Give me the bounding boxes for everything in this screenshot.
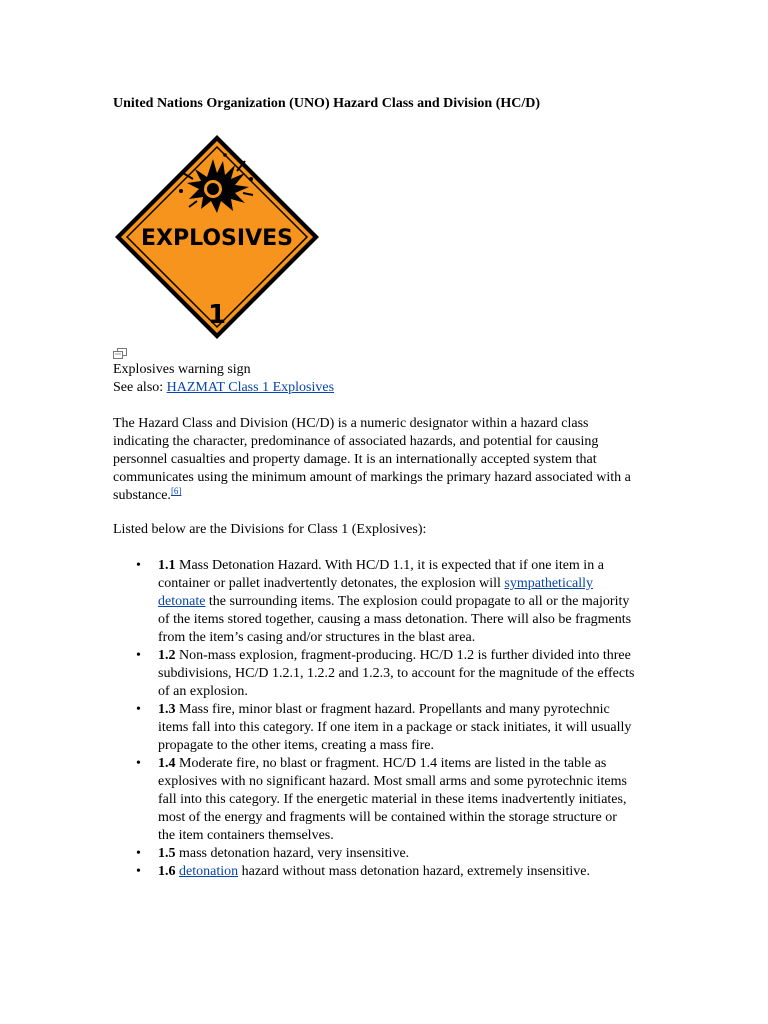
intro-text: The Hazard Class and Division (HC/D) is a numeric designator within a hazard class indicating the character, predominance of associated hazards, and potential for causing personnel casualties and property damage. It is an internationally accepted system that communicates using the minimum amount of markings the primary hazard associated with a substance. xyxy=(113,416,631,503)
divisions-list xyxy=(113,557,636,881)
division-code: 1.5 xyxy=(158,846,176,861)
bullet: • xyxy=(136,864,141,879)
sign-label: EXPLOSIVES xyxy=(141,226,293,251)
division-code: 1.6 xyxy=(158,864,176,879)
list-item xyxy=(136,647,636,701)
division-text-after: hazard without mass detonation hazard, extremely insensitive. xyxy=(238,864,590,879)
image-caption: Explosives warning sign xyxy=(113,362,251,377)
division-code: 1.2 xyxy=(158,648,176,663)
division-link[interactable]: detonation xyxy=(179,864,239,879)
reference-link[interactable]: [6] xyxy=(170,486,182,496)
division-text: Mass fire, minor blast or fragment hazard. Propellants and many pyrotechnic items fall into this category. If one item in a package or stack initiates, it will usually propagate to the other items, creating a mass fire. xyxy=(158,702,632,753)
division-text: mass detonation hazard, very insensitive. xyxy=(175,846,410,861)
division-code: 1.4 xyxy=(158,756,176,771)
bullet: • xyxy=(136,558,141,573)
list-item xyxy=(136,755,636,845)
enlarge-image-icon[interactable] xyxy=(113,348,127,359)
bullet: • xyxy=(136,756,141,771)
list-item xyxy=(136,845,636,863)
page-title: United Nations Organization (UNO) Hazard Class and Division (HC/D) xyxy=(113,96,541,111)
division-text: Moderate fire, no blast or fragment. HC/D 1.4 items are listed in the table as explosives with no significant hazard. Most small arms and some pyrotechnic items fall into this category. If the energetic material in these items inadvertently initiates, most of the energy and fragments will be contained within the storage structure or the item containers themselves. xyxy=(158,756,627,843)
see-also-line xyxy=(113,379,334,397)
division-code: 1.3 xyxy=(158,702,176,717)
see-also-prefix: See also: xyxy=(113,380,167,395)
sign-class-number: 1 xyxy=(207,300,227,330)
division-text: Mass Detonation Hazard. With HC/D 1.1, it is expected that if one item in a container or pallet inadvertently detonates, the explosion will xyxy=(158,558,604,591)
list-item xyxy=(136,701,636,755)
intro-paragraph xyxy=(113,415,643,505)
list-item xyxy=(136,557,636,647)
divisions-heading: Listed below are the Divisions for Class 1 (Explosives): xyxy=(113,522,427,537)
bullet: • xyxy=(136,648,141,663)
division-text: Non-mass explosion, fragment-producing. HC/D 1.2 is further divided into three subdivisions, HC/D 1.2.1, 1.2.2 and 1.2.3, to account for the magnitude of the effects of an explosion. xyxy=(158,648,635,699)
division-code: 1.1 xyxy=(158,558,176,573)
division-text-after: the surrounding items. The explosion could propagate to all or the majority of the items stored together, causing a mass detonation. There will also be fragments from the item’s casing and/or structures in the blast area. xyxy=(158,594,632,645)
bullet: • xyxy=(136,702,141,717)
division-link[interactable]: sympathetically detonate xyxy=(158,576,594,609)
bullet: • xyxy=(136,846,141,861)
see-also-link[interactable]: HAZMAT Class 1 Explosives xyxy=(166,380,335,395)
explosives-hazard-sign xyxy=(113,133,321,341)
list-item xyxy=(136,863,636,881)
